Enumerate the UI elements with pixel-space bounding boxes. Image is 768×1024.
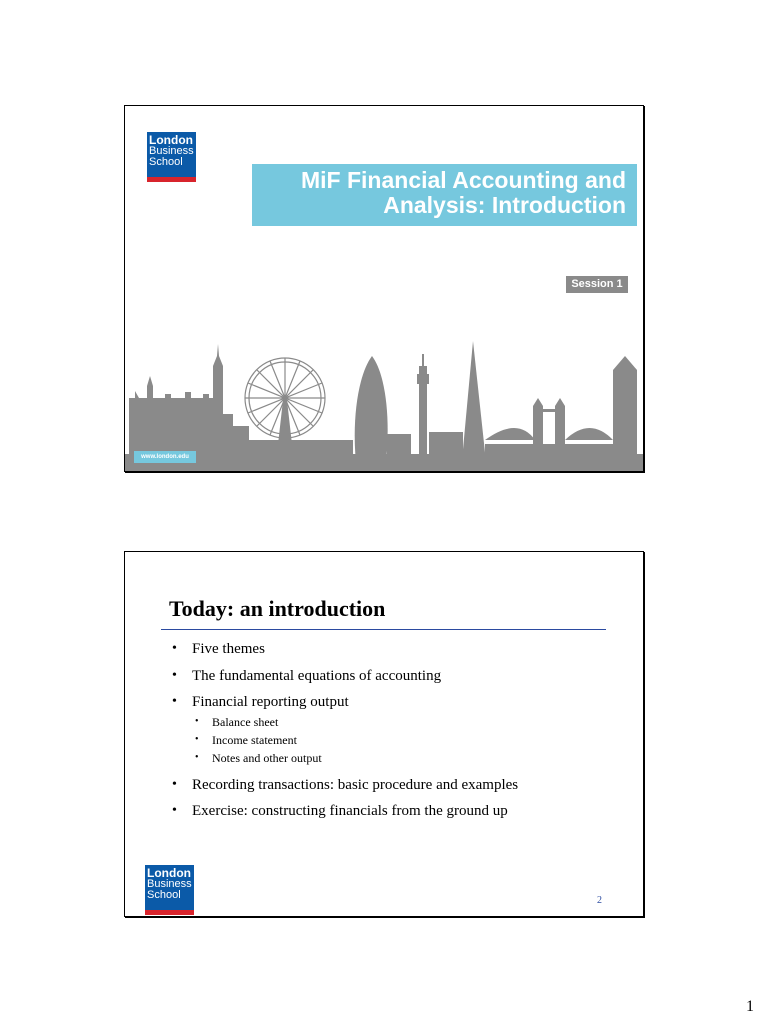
london-business-school-logo xyxy=(145,865,194,915)
sub-bullet-icon: • xyxy=(195,716,199,727)
bullet-icon: • xyxy=(172,694,177,709)
bullet-icon: • xyxy=(172,667,177,683)
heading-underline xyxy=(161,629,606,630)
session-badge: Session 1 xyxy=(566,276,628,293)
logo-line-1: London xyxy=(147,866,191,880)
sub-list-item: • Balance sheet xyxy=(195,715,279,729)
logo-line-2: Business xyxy=(147,878,192,890)
page-number: 1 xyxy=(746,998,754,1015)
logo-line-1: London xyxy=(149,133,193,147)
sub-bullet-icon: • xyxy=(195,752,199,763)
sub-bullet-icon: • xyxy=(195,734,199,745)
slide-title-line-2: Analysis: Introduction xyxy=(383,192,626,218)
agenda-list xyxy=(172,640,518,829)
london-business-school-logo xyxy=(147,132,196,182)
slide-heading: Today: an introduction xyxy=(169,596,386,621)
list-item: • The fundamental equations of accounting xyxy=(172,667,442,684)
agenda-slide xyxy=(124,551,644,917)
title-slide xyxy=(124,105,644,472)
sub-list xyxy=(192,713,518,767)
list-item: • Financial reporting output • Balance sheet • Income statement • Notes and other output xyxy=(172,693,518,767)
sub-list-item: • Income statement xyxy=(195,733,297,747)
list-item: • Exercise: constructing financials from the ground up xyxy=(172,803,508,819)
sub-list-item: • Notes and other output xyxy=(195,751,322,765)
london-skyline-illustration xyxy=(125,336,643,471)
logo-line-3: School xyxy=(149,155,183,168)
logo-line-2: Business xyxy=(149,145,194,157)
bullet-icon: • xyxy=(172,803,177,818)
logo-line-3: School xyxy=(147,888,181,901)
slide-title-banner xyxy=(252,164,637,226)
list-item: • Recording transactions: basic procedure and examples xyxy=(172,776,519,793)
slide-number: 2 xyxy=(597,895,602,906)
slide-title-line-1: MiF Financial Accounting and xyxy=(301,167,626,193)
bullet-icon: • xyxy=(172,776,177,792)
website-url: www.london.edu xyxy=(134,451,196,463)
bullet-icon: • xyxy=(172,641,177,656)
list-item: • Five themes xyxy=(172,641,265,657)
